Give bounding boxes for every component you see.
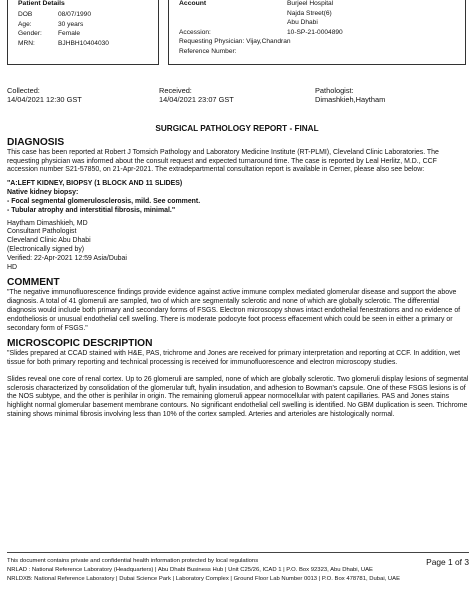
received-label: Received: [159,86,192,95]
physician-row [179,37,291,46]
report-header [0,0,474,68]
collected-block [7,86,82,105]
accession-label: Accession: [179,28,211,36]
pathologist-value: Dimashkieh,Haytham [315,95,386,105]
received-value: 14/04/2021 23:07 GST [159,95,234,105]
age-value: 30 years [58,20,84,28]
report-body [7,137,469,420]
age-label: Age: [18,20,32,28]
footer-nrlad: NRLAD : National Reference Laboratory (Headquarters) | Abu Dhabi Business Hub | Unit C25/26, ICAD 1 | P.O. Box 92323, Abu Dhabi, UAE [7,566,373,573]
hospital-address-line2: Abu Dhabi [287,19,318,26]
diagnosis-heading: DIAGNOSIS [7,137,65,148]
diagnosis-intro: This case has been reported at Robert J Tomsich Pathology and Laboratory Medicine Institute (RT-PLMI), Cleveland Clinic Laboratories. The requesting physician was informed about the consult request and expected turnaround time. The case is reported by Leal Herlitz, M.D., CCF accession number S21-57850, on 21-Apr-2021. The extradepartmental consultation report is available in Cerner, please also see below: [7,148,439,174]
signature-initials: HD [7,263,18,271]
pathologist-block [315,86,385,105]
signature-verified: Verified: 22-Apr-2021 12:59 Asia/Dubai [7,254,127,262]
microscopic-paragraph-2: Slides reveal one core of renal cortex. Up to 26 glomeruli are sampled, none of which are globally sclerotic. Two glomeruli display lesions of segmental sclerosis characterized by consolidation of the glomerular tuft, hyalin insudation, and adhesion to Bowman's capsule. One of these FSGS lesions is of the NOS subtype, and the other is perihilar in origin. The remaining glomeruli appear normocellular with patent capillaries. PAS and Jones stains highlight normal glomerular basement membrane contours. No significant endothelial cell swelling is identified. No GBM duplication is seen. Trichrome staining shows minimal fibrosis involving less than 10% of the cortex sampled. Arteries and arterioles are histologically normal. [7,375,469,419]
accession-row [179,28,343,37]
dob-row [18,10,91,19]
collected-value: 14/04/2021 12:30 GST [7,95,82,105]
gender-label: Gender: [18,30,42,37]
pathologist-label: Pathologist: [315,86,354,95]
patient-details-heading: Patient Details [18,0,65,7]
signature-block [7,220,469,273]
page-number: Page 1 of 3 [426,557,469,567]
mrn-label: MRN: [18,39,35,47]
received-block [159,86,234,105]
mrn-value: BJHBH10404030 [58,39,109,47]
physician-value: Vijay,Chandran [246,38,291,45]
hospital-address-line1: Najda Street(6) [287,9,332,17]
diagnosis-line-4: - Tubular atrophy and interstitial fibrosis, minimal." [7,206,176,214]
account-heading: Account [179,0,207,7]
comment-text: "The negative immunofluorescence findings provide evidence against active immune complex mediated glomerular disease and support the above diagnosis. A total of 41 glomeruli are sampled, two of which are segmentally sclerotic and none of which are globally sclerotic. The differential diagnosis would include both primary and secondary forms of FSGS. Electron microscopy shows intact endothelial fenestrations and no evidence of endotheliosis or unusual endothelial cell swelling. There is moderate podocyte foot process effacement which could be seen in either a primary or secondary form of FSGS." [7,289,461,332]
dob-value: 08/07/1990 [58,11,92,18]
diagnosis-line-3: - Focal segmental glomerulosclerosis, mild. See comment. [7,197,201,205]
footer-privacy: This document contains private and confidential health information protected by local regulations [7,558,259,564]
account-box [168,0,466,65]
signature-title: Consultant Pathologist [7,228,77,236]
dob-label: DOB [18,11,33,18]
signature-org: Cleveland Clinic Abu Dhabi [7,237,91,245]
comment-heading: COMMENT [7,277,60,289]
mrn-row [18,39,109,48]
reference-label: Reference Number: [179,47,237,55]
diagnosis-line-2: Native kidney biopsy: [7,189,79,197]
gender-row [18,29,80,38]
signature-name: Haytham Dimashkieh, MD [7,219,88,227]
footer-divider [7,552,469,553]
patient-details-box [7,0,159,65]
microscopic-paragraph-1: "Slides prepared at CCAD stained with H&E, PAS, trichrome and Jones are received for primary interpretation and reporting at CCF. In addition, wet tissue for both primary reporting and technical processing is received for immunofluorescence and electron microscopy studies. [7,350,461,366]
diagnosis-line-1: "A:LEFT KIDNEY, BIOPSY (1 BLOCK AND 11 SLIDES) [7,180,183,188]
footer-nrldxb: NRLDXB: National Reference Laboratory | Dubai Science Park | Laboratory Complex | Ground Floor Lab Number 0013 | P.O. Box 478781, Dubai, UAE [7,575,401,582]
collected-label: Collected: [7,86,40,95]
footer [7,557,469,584]
age-row [18,20,83,29]
reference-row [179,47,238,56]
gender-value: Female [58,30,80,37]
report-title: SURGICAL PATHOLOGY REPORT - FINAL [155,124,319,133]
microscopic-heading: MICROSCOPIC DESCRIPTION [7,338,153,350]
signature-note: (Electronically signed by) [7,246,85,253]
physician-label: Requesting Physician: [179,38,245,45]
accession-value: 10-SP-21-0004890 [287,28,343,36]
hospital-name: Burjeel Hospital [287,0,334,7]
